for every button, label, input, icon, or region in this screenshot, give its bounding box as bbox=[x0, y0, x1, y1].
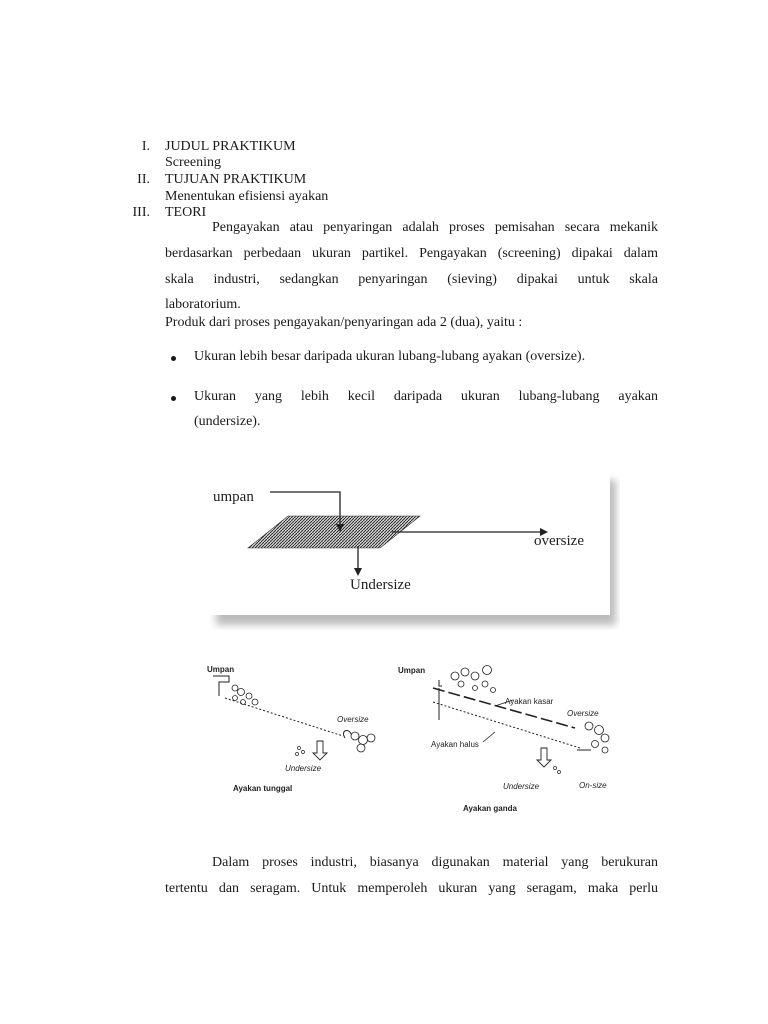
section-3-numeral: III. bbox=[132, 205, 150, 220]
feed-label: umpan bbox=[213, 489, 254, 505]
single-screen-diagram bbox=[207, 665, 375, 793]
section-1-content: Screening bbox=[165, 155, 221, 170]
section-2-numeral: II. bbox=[137, 172, 150, 187]
double-oversize-particles bbox=[585, 722, 609, 753]
section-1-numeral: I. bbox=[141, 139, 150, 154]
double-feed-pipe bbox=[439, 680, 442, 686]
single-oversize-label: Oversize bbox=[337, 715, 369, 724]
single-feed-particles bbox=[232, 685, 258, 705]
single-undersize-label: Undersize bbox=[285, 764, 322, 773]
bullet-item-2-line-1: Ukuran yang lebih kecil daripada ukuran lubang-lubang ayakan bbox=[194, 389, 658, 404]
screening-figure bbox=[210, 470, 620, 630]
single-screen-line bbox=[225, 698, 343, 736]
bullet-dot bbox=[171, 396, 176, 401]
paragraph-line: laboratorium. bbox=[165, 297, 241, 312]
paragraph-line: Dalam proses industri, biasanya digunakan material yang berukuran bbox=[212, 855, 658, 870]
oversize-label: oversize bbox=[534, 533, 584, 549]
bullet-item-2-line-2: (undersize). bbox=[194, 414, 261, 429]
screen-types-diagram bbox=[195, 658, 635, 818]
section-2-heading: TUJUAN PRAKTIKUM bbox=[165, 172, 307, 187]
double-undersize-particles bbox=[554, 767, 561, 774]
fine-screen-label: Ayakan halus bbox=[431, 740, 479, 749]
onsize-label: On-size bbox=[579, 781, 607, 790]
paragraph-line: skala industri, sedangkan penyaringan (sieving) dipakai untuk skala bbox=[165, 272, 658, 287]
single-undersize-particles bbox=[296, 747, 305, 756]
bullet-dot bbox=[171, 356, 176, 361]
coarse-screen-line bbox=[433, 688, 575, 728]
screen-types-figure bbox=[195, 658, 635, 818]
section-3-heading: TEORI bbox=[165, 205, 207, 220]
section-2-content: Menentukan efisiensi ayakan bbox=[165, 189, 329, 204]
teori-paragraph-2: Produk dari proses pengayakan/penyaringan ada 2 (dua), yaitu : bbox=[165, 315, 523, 330]
paragraph-line: tertentu dan seragam. Untuk memperoleh ukuran yang seragam, maka perlu bbox=[165, 881, 658, 896]
double-feed-particles bbox=[451, 666, 496, 693]
paragraph-line: berdasarkan perbedaan ukuran partikel. Pengayakan (screening) dipakai dalam bbox=[165, 246, 658, 261]
bullet-item-1: Ukuran lebih besar daripada ukuran lubang-lubang ayakan (oversize). bbox=[194, 349, 586, 364]
double-screen-diagram bbox=[398, 666, 609, 814]
single-feed-pipe bbox=[213, 676, 229, 696]
double-undersize-arrow bbox=[537, 748, 551, 767]
fine-screen-pointer bbox=[483, 732, 495, 742]
undersize-label: Undersize bbox=[350, 577, 411, 593]
double-feed-label: Umpan bbox=[398, 666, 426, 675]
double-undersize-label: Undersize bbox=[503, 782, 540, 791]
single-oversize-arrow bbox=[344, 731, 351, 738]
single-oversize-particles bbox=[351, 732, 375, 752]
section-1-heading: JUDUL PRAKTIKUM bbox=[165, 139, 296, 154]
paragraph-line: Pengayakan atau penyaringan adalah proses pemisahan secara mekanik bbox=[212, 220, 658, 235]
double-oversize-label: Oversize bbox=[567, 709, 599, 718]
single-undersize-arrow bbox=[313, 741, 327, 760]
screening-diagram bbox=[210, 470, 620, 630]
single-feed-label: Umpan bbox=[207, 665, 235, 674]
double-caption: Ayakan ganda bbox=[463, 804, 517, 813]
single-caption: Ayakan tunggal bbox=[233, 784, 293, 793]
coarse-screen-label: Ayakan kasar bbox=[505, 697, 554, 706]
